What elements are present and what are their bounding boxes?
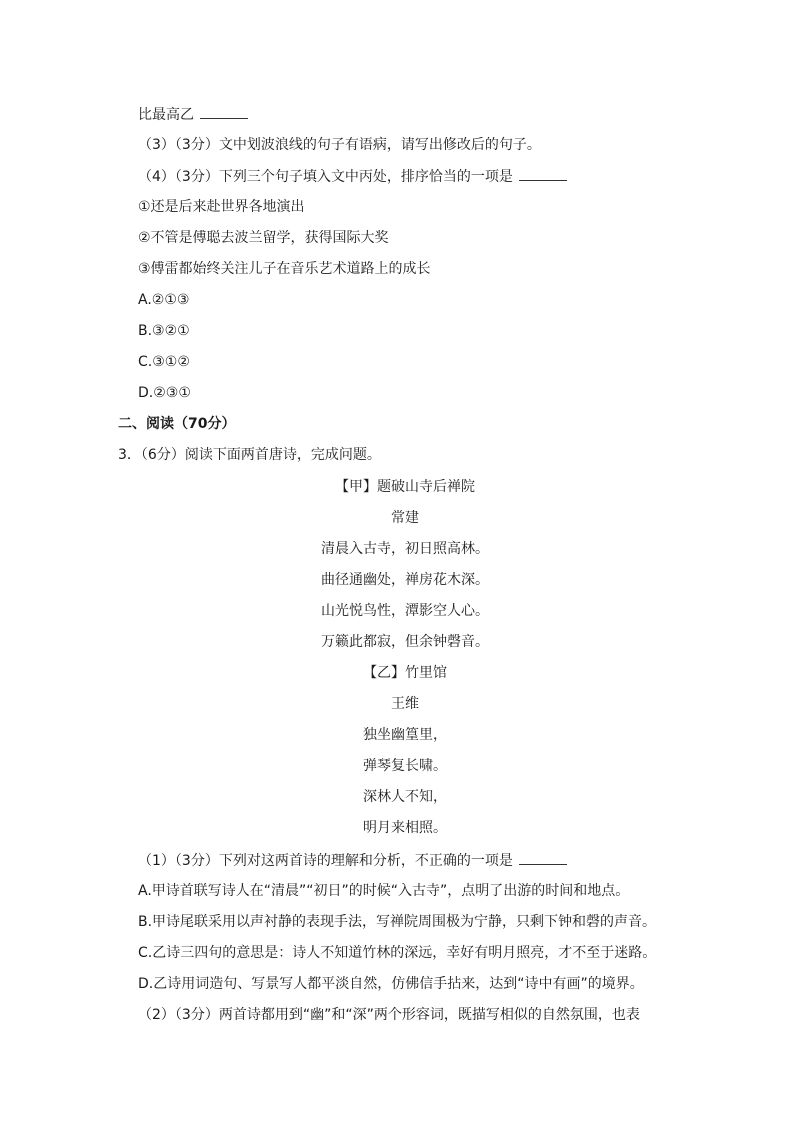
option-b: B.甲诗尾联采用以声衬静的表现手法，写禅院周围极为宁静，只剩下钟和磬的声音。 bbox=[138, 914, 657, 930]
sub-question-2: （2）（3分）两首诗都用到“幽”和“深”两个形容词，既描写相似的自然氛围，也表 bbox=[138, 1007, 640, 1023]
poem-2-author: 王维 bbox=[391, 696, 419, 712]
sub-question-4-text: （4）（3分）下列三个句子填入文中丙处，排序恰当的一项是 bbox=[138, 169, 513, 185]
answer-blank[interactable] bbox=[519, 850, 567, 865]
poem-line: 明月来相照。 bbox=[363, 820, 447, 836]
line-text: 比最高乙 bbox=[138, 107, 194, 123]
sub-question-1 bbox=[138, 850, 567, 871]
poem-line: 曲径通幽处，禅房花木深。 bbox=[321, 572, 489, 588]
poem-line: 深林人不知， bbox=[363, 789, 447, 805]
sentence-item: ①还是后来赴世界各地演出 bbox=[138, 199, 305, 215]
option-a: A.甲诗首联写诗人在“清晨”“初日”的时候“入古寺”，点明了出游的时间和地点。 bbox=[138, 883, 630, 899]
option-d: D.②③① bbox=[138, 385, 191, 401]
poem-line: 山光悦鸟性，潭影空人心。 bbox=[321, 603, 489, 619]
section-heading: 二、阅读（70分） bbox=[118, 416, 236, 432]
sub-question-3: （3）（3分）文中划波浪线的句子有语病，请写出修改后的句子。 bbox=[138, 137, 541, 153]
poem-1-author: 常建 bbox=[391, 510, 419, 526]
poem-line: 清晨入古寺，初日照高林。 bbox=[321, 541, 489, 557]
option-d: D.乙诗用词造句、写景写人都平淡自然，仿佛信手拈来，达到“诗中有画”的境界。 bbox=[138, 976, 644, 992]
option-c: C.乙诗三四句的意思是：诗人不知道竹林的深远，幸好有明月照亮，才不至于迷路。 bbox=[138, 945, 657, 961]
sentence-item: ②不管是傅聪去波兰留学，获得国际大奖 bbox=[138, 230, 389, 246]
poem-line: 独坐幽篁里， bbox=[363, 727, 447, 743]
sub-question-4 bbox=[138, 166, 567, 187]
option-c: C.③①② bbox=[138, 354, 190, 370]
sub-question-1-text: （1）（3分）下列对这两首诗的理解和分析，不正确的一项是 bbox=[138, 853, 513, 869]
poem-2-title: 【乙】竹里馆 bbox=[363, 665, 447, 681]
option-a: A.②①③ bbox=[138, 292, 190, 308]
poem-line: 万籁此都寂，但余钟磬音。 bbox=[321, 634, 489, 650]
answer-line-prefix bbox=[138, 104, 248, 125]
question-stem: 3．（6分）阅读下面两首唐诗，完成问题。 bbox=[118, 447, 381, 463]
poem-line: 弹琴复长啸。 bbox=[363, 758, 447, 774]
poem-1-title: 【甲】题破山寺后禅院 bbox=[335, 479, 475, 495]
sentence-item: ③傅雷都始终关注儿子在音乐艺术道路上的成长 bbox=[138, 261, 431, 277]
answer-blank[interactable] bbox=[519, 166, 567, 181]
option-b: B.③②① bbox=[138, 323, 190, 339]
answer-blank[interactable] bbox=[200, 104, 248, 119]
